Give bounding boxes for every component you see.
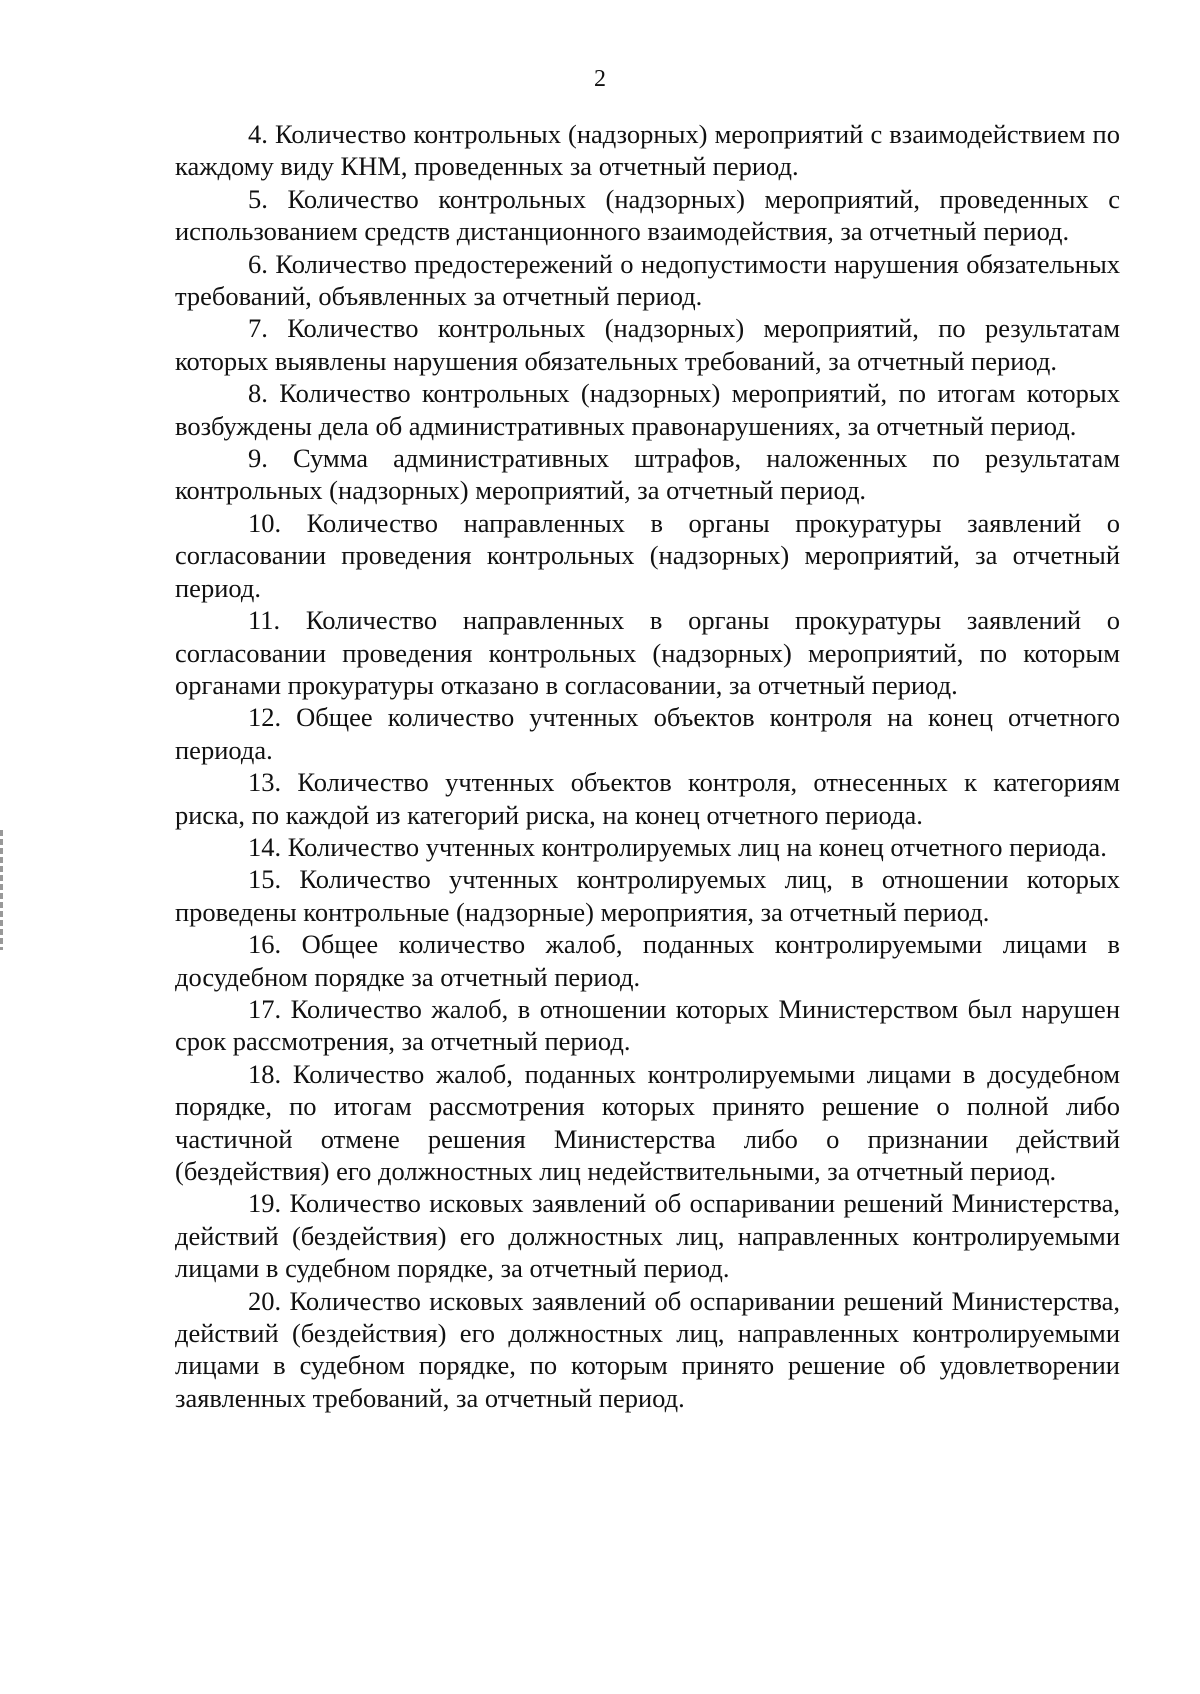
list-item: 15. Количество учтенных контролируемых лиц, в отношении которых проведены контрольные (надзорные) мероприятия, за отчетный период. — [175, 864, 1120, 927]
list-item: 16. Общее количество жалоб, поданных контролируемыми лицами в досудебном порядке за отчетный период. — [175, 929, 1120, 992]
list-item: 5. Количество контрольных (надзорных) мероприятий, проведенных с использованием средств дистанционного взаимодействия, за отчетный период. — [175, 183, 1120, 247]
list-item: 14. Количество учтенных контролируемых лиц на конец отчетного периода. — [248, 831, 1107, 862]
list-item: 18. Количество жалоб, поданных контролируемыми лицами в досудебном порядке, по итогам рассмотрения которых принято решение о полной либо частичной отмене решения Министерства либо о признании действий (бездействия) его должностных лиц недействительными, за отчетный период. — [175, 1058, 1120, 1186]
list-item: 13. Количество учтенных объектов контроля, отнесенных к категориям риска, по каждой из категорий риска, на конец отчетного периода. — [175, 767, 1120, 830]
document-body — [175, 118, 1120, 1414]
list-item: 10. Количество направленных в органы прокуратуры заявлений о согласовании проведения контрольных (надзорных) мероприятий, за отчетный период. — [175, 507, 1120, 603]
page-number: 2 — [594, 66, 606, 92]
list-item: 4. Количество контрольных (надзорных) мероприятий с взаимодействием по каждому виду КНМ, проведенных за отчетный период. — [175, 119, 1120, 182]
list-item: 8. Количество контрольных (надзорных) мероприятий, по итогам которых возбуждены дела об административных правонарушениях, за отчетный период. — [175, 378, 1120, 441]
list-item: 9. Сумма административных штрафов, наложенных по результатам контрольных (надзорных) мероприятий, за отчетный период. — [175, 443, 1120, 506]
list-item: 20. Количество исковых заявлений об оспаривании решений Министерства, действий (бездействия) его должностных лиц, направленных контролируемыми лицами в судебном порядке, по которым принято решение об удовлетворении заявленных требований, за отчетный период. — [175, 1285, 1120, 1413]
scan-edge-mark — [0, 830, 3, 950]
list-item: 12. Общее количество учтенных объектов контроля на конец отчетного периода. — [175, 702, 1120, 765]
list-item: 19. Количество исковых заявлений об оспаривании решений Министерства, действий (бездействия) его должностных лиц, направленных контролируемыми лицами в судебном порядке, за отчетный период. — [175, 1188, 1120, 1284]
list-item: 17. Количество жалоб, в отношении которых Министерством был нарушен срок рассмотрения, за отчетный период. — [175, 993, 1120, 1057]
list-item: 6. Количество предостережений о недопустимости нарушения обязательных требований, объявленных за отчетный период. — [175, 248, 1120, 312]
list-item: 11. Количество направленных в органы прокуратуры заявлений о согласовании проведения контрольных (надзорных) мероприятий, по которым органами прокуратуры отказано в согласовании, за отчетный период. — [175, 605, 1120, 700]
list-item: 7. Количество контрольных (надзорных) мероприятий, по результатам которых выявлены нарушения обязательных требований, за отчетный период. — [175, 313, 1120, 376]
